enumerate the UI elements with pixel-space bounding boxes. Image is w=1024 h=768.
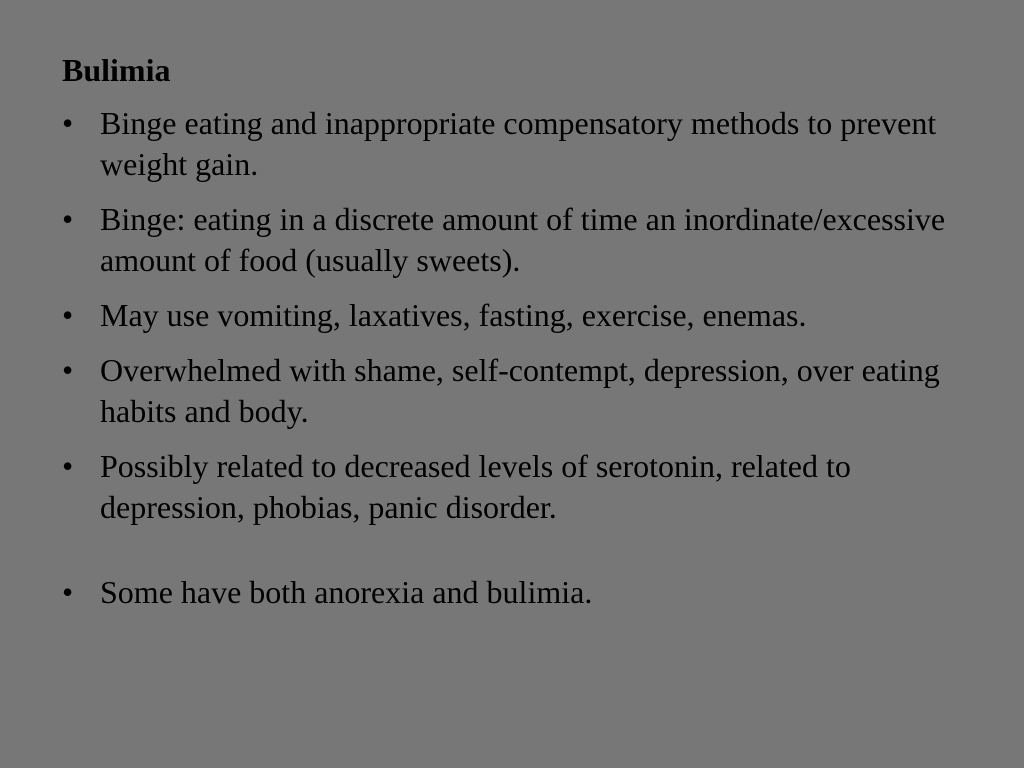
bullet-dot-icon: • bbox=[62, 574, 74, 610]
bullet-item bbox=[0, 295, 980, 336]
bullet-item bbox=[0, 199, 980, 281]
bullet-text: Some have both anorexia and bulimia. bbox=[100, 574, 593, 610]
bullet-dot-icon: • bbox=[62, 352, 74, 388]
bullet-dot-icon: • bbox=[62, 105, 74, 141]
bullet-list bbox=[0, 103, 1000, 627]
bullet-text: Binge eating and inappropriate compensatory methods to prevent weight gain. bbox=[100, 105, 937, 182]
bullet-item bbox=[0, 103, 980, 185]
slide-title: Bulimia bbox=[62, 52, 171, 88]
bullet-item bbox=[0, 572, 980, 613]
bullet-text: Overwhelmed with shame, self-contempt, depression, over eating habits and body. bbox=[100, 352, 940, 429]
bullet-dot-icon: • bbox=[62, 448, 74, 484]
bullet-dot-icon: • bbox=[62, 201, 74, 237]
bullet-dot-icon: • bbox=[62, 297, 74, 333]
bullet-text: Binge: eating in a discrete amount of time an inordinate/excessive amount of food (usually sweets). bbox=[100, 201, 946, 278]
bullet-text: Possibly related to decreased levels of serotonin, related to depression, phobias, panic disorder. bbox=[100, 448, 851, 525]
bullet-item bbox=[0, 350, 980, 432]
bullet-item bbox=[0, 446, 980, 528]
bullet-text: May use vomiting, laxatives, fasting, exercise, enemas. bbox=[100, 297, 807, 333]
